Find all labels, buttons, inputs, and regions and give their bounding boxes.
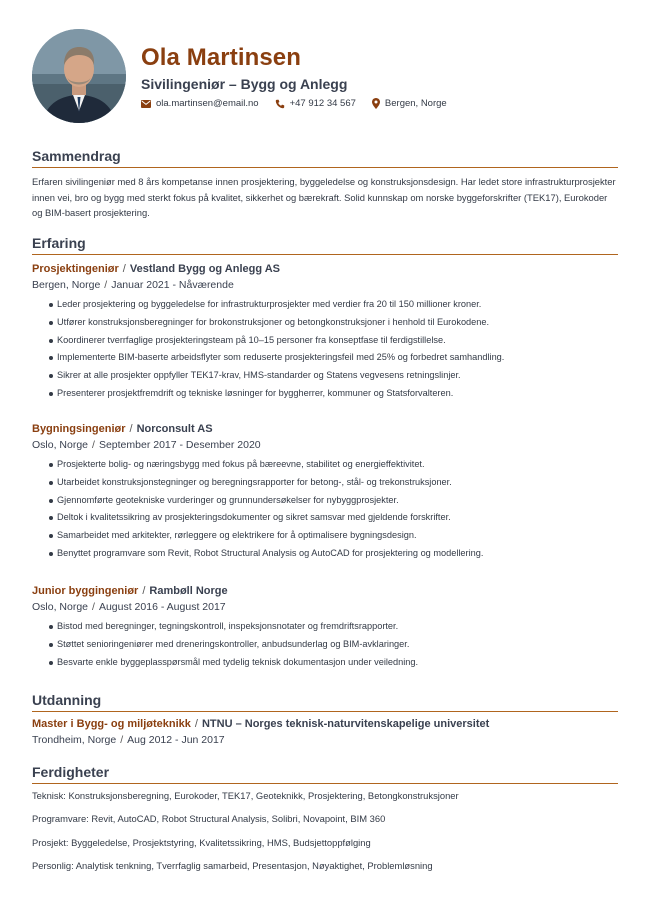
mail-icon — [141, 100, 151, 108]
education-title-line: Master i Bygg- og miljøteknikk / NTNU – Norges teknisk-naturvitenskapelige universitet — [32, 718, 490, 730]
contact-phone[interactable] — [275, 98, 356, 109]
education-location: Trondheim, Norge — [32, 734, 117, 746]
bullet-item: Presenterer prosjektfremdrift og tekniske løsninger for byggherrer, kommuner og Statsforvalteren. — [32, 385, 618, 403]
job-title-line: Prosjektingeniør / Vestland Bygg og Anlegg AS — [32, 263, 281, 275]
education-period: Aug 2012 - Jun 2017 — [127, 734, 225, 746]
skills-line: Programvare: Revit, AutoCAD, Robot Structural Analysis, Solibri, Novapoint, BIM 360 — [32, 813, 386, 824]
bullet-item: Koordinerer tverrfaglige prosjekteringsteam på 10–15 personer fra konseptfase til ferdigstillelse. — [32, 332, 618, 350]
location-text: Bergen, Norge — [384, 98, 447, 109]
job-entry — [32, 422, 618, 563]
bullet-item: Samarbeidet med arkitekter, rørleggere og elektrikere for å optimalisere bygningsdesign. — [32, 527, 618, 545]
candidate-name: Ola Martinsen — [141, 44, 302, 71]
experience-section — [32, 234, 618, 255]
education-heading: Utdanning — [32, 691, 618, 712]
bullet-item: Støttet senioringeniører med dreneringskontroller, anbudsunderlag og BIM-avklaringer. — [32, 636, 618, 654]
location-pin-icon — [372, 98, 380, 109]
phone-text: +47 912 34 567 — [289, 98, 356, 109]
bullet-item: Leder prosjektering og byggeledelse for infrastrukturprosjekter med verdier fra 20 til 150 millioner kroner. — [32, 296, 618, 314]
bullet-item: Besvarte enkle byggeplasspørsmål med tydelig teknisk dokumentasjon under veiledning. — [32, 654, 618, 672]
profile-photo — [32, 29, 126, 123]
bullet-item: Benyttet programvare som Revit, Robot Structural Analysis og AutoCAD for prosjektering og modellering. — [32, 545, 618, 563]
skills-heading: Ferdigheter — [32, 763, 618, 784]
job-entry — [32, 262, 618, 403]
job-role: Junior byggingeniør — [32, 585, 139, 597]
job-meta: Oslo, Norge / August 2016 - August 2017 — [32, 601, 226, 613]
job-meta: Oslo, Norge / September 2017 - Desember 2020 — [32, 439, 261, 451]
phone-icon — [275, 99, 285, 109]
job-period: September 2017 - Desember 2020 — [98, 439, 261, 451]
summary-section — [32, 147, 618, 221]
job-company: Vestland Bygg og Anlegg AS — [129, 263, 281, 275]
candidate-headline: Sivilingeniør – Bygg og Anlegg — [141, 76, 348, 92]
job-company: Rambøll Norge — [149, 585, 228, 597]
job-role: Prosjektingeniør — [32, 263, 119, 275]
contact-row — [141, 98, 463, 109]
bullet-item: Deltok i kvalitetssikring av prosjekteringsdokumenter og sikret samsvar med gjeldende forskrifter. — [32, 509, 618, 527]
bullet-item: Bistod med beregninger, tegningskontroll, inspeksjonsnotater og fremdriftsrapporter. — [32, 618, 618, 636]
bullet-item: Utarbeidet konstruksjonstegninger og beregningsrapporter for betong-, stål- og trekonstruksjoner. — [32, 474, 618, 492]
skills-line: Personlig: Analytisk tenkning, Tverrfaglig samarbeid, Presentasjon, Nøyaktighet, Problemløsning — [32, 860, 433, 871]
job-title-line: Junior byggingeniør / Rambøll Norge — [32, 585, 228, 597]
email-text: ola.martinsen@email.no — [156, 98, 259, 109]
summary-text: Erfaren sivilingeniør med 8 års kompetanse innen prosjektering, byggeledelse og konstruksjonsdesign. Har ledet store infrastrukturprosjekter innen vei, bro og bygg med sterkt fokus på kvalitet, sikkerhet og bærekraft. Solid kunnskap om norske byggeforskrifter (TEK17), Eurokoder og BIM-basert prosjektering. — [32, 176, 616, 219]
job-location: Oslo, Norge — [32, 439, 89, 451]
skills-line: Teknisk: Konstruksjonsberegning, Eurokoder, TEK17, Geoteknikk, Prosjektering, Betongkonstruksjoner — [32, 790, 459, 801]
job-period: August 2016 - August 2017 — [98, 601, 226, 613]
contact-location — [372, 98, 447, 109]
education-section — [32, 691, 618, 712]
bullet-item: Implementerte BIM-baserte arbeidsflyter som reduserte prosjekteringsfeil med 25% og forbedret samhandling. — [32, 349, 618, 367]
job-location: Oslo, Norge — [32, 601, 89, 613]
bullet-item: Prosjekterte bolig- og næringsbygg med fokus på bæreevne, stabilitet og energieffektivitet. — [32, 456, 618, 474]
education-school: NTNU – Norges teknisk-naturvitenskapelige universitet — [201, 718, 490, 730]
bullet-item: Utfører konstruksjonsberegninger for brokonstruksjoner og betongkonstruksjoner i henhold til Eurokodene. — [32, 314, 618, 332]
job-company: Norconsult AS — [136, 423, 213, 435]
job-location: Bergen, Norge — [32, 279, 101, 291]
skills-line: Prosjekt: Byggeledelse, Prosjektstyring, Kvalitetssikring, HMS, Budsjettoppfølging — [32, 837, 371, 848]
education-degree: Master i Bygg- og miljøteknikk — [32, 718, 191, 730]
summary-heading: Sammendrag — [32, 147, 618, 168]
job-title-line: Bygningsingeniør / Norconsult AS — [32, 423, 213, 435]
job-period: Januar 2021 - Nåværende — [111, 279, 234, 291]
skills-section — [32, 763, 618, 784]
job-role: Bygningsingeniør — [32, 423, 126, 435]
education-meta: Trondheim, Norge / Aug 2012 - Jun 2017 — [32, 734, 225, 746]
job-entry — [32, 584, 618, 671]
contact-email[interactable] — [141, 98, 259, 109]
job-meta: Bergen, Norge / Januar 2021 - Nåværende — [32, 279, 234, 291]
job-bullets — [32, 296, 618, 403]
job-bullets — [32, 618, 618, 671]
bullet-item: Gjennomførte geotekniske vurderinger og grunnundersøkelser for nybyggprosjekter. — [32, 492, 618, 510]
education-entry — [32, 717, 618, 747]
bullet-item: Sikrer at alle prosjekter oppfyller TEK17-krav, HMS-standarder og Statens vegvesens retningslinjer. — [32, 367, 618, 385]
experience-heading: Erfaring — [32, 234, 618, 255]
job-bullets — [32, 456, 618, 563]
